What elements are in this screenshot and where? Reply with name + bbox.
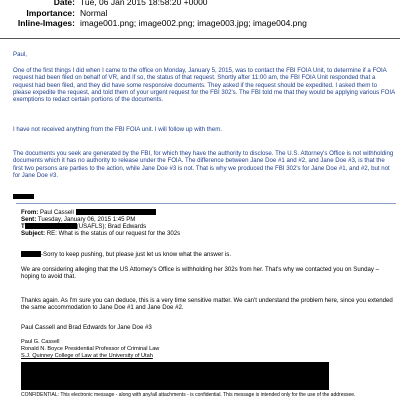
subject-label: Subject: (21, 230, 46, 237)
to-value: (USAFLS); Brad Edwards (76, 223, 147, 230)
sent-value: Tuesday, January 06, 2015 1:45 PM (37, 216, 136, 223)
from-value: Paul Cassell (39, 209, 74, 216)
redaction-block (21, 362, 329, 390)
redaction-block (21, 251, 41, 257)
confidentiality-footer: CONFIDENTIAL: This electronic message - along with any/all attachments - is confidential. This message is intended only for the use of the addressee. (21, 392, 356, 398)
subject-value: RE: What is the status of our request for the 302s (46, 230, 181, 237)
header-divider (0, 38, 400, 39)
date-value: Tue, 06 Jan 2015 18:58:20 +0000 (80, 0, 208, 7)
email-headers (0, 0, 400, 29)
importance-label: Importance: (26, 7, 75, 18)
reply-paragraph-1: One of the first things I did when I came to the office on Monday, January 5, 2015, was to contact the FBI FOIA Unit, to determine if a FOIA request had been filed on behalf of VR, and if so, the status of that request. Shortly after 11:00 am, the FBI FOIA Unit responded that a request had been filed, and they did have some responsive documents. They asked if the request should be expedited. I asked them to please expedite the request, and told them of your urgent request for the FBI 302's. The FBI told me that they would be applying various FOIA exemptions to redact certain portions of the documents. (13, 67, 395, 104)
reply-paragraph-3: The documents you seek are generated by the FBI, for which they have the authority to disclose. The U.S. Attorney's Office is not withholding documents which it has no authority to release under the FOIA. The difference between Jane Doe #1 and #2, and Jane Doe #3, is that the first two persons are parties to the action, while Jane Doe #3 is not. That is why we produced the FBI 302's for Jane Doe #1, and #2, but not for Jane Doe #3. (13, 150, 394, 180)
redaction-block (13, 194, 34, 199)
date-row (0, 0, 400, 8)
greeting: Paul, (13, 51, 27, 58)
message-paragraph-4: Paul Cassell and Brad Edwards for Jane Doe #3 (21, 324, 152, 331)
from-label: From: (21, 209, 39, 216)
importance-row (0, 8, 400, 19)
to-label: T (21, 223, 25, 230)
redaction-block (76, 209, 156, 215)
message-paragraph-3: Thanks again. As I'm sure you can deduce, this is a very time sensitive matter. We can't understand the problem here, since you extended the same accommodation to Jane Doe #1 and Jane Doe #2. (21, 297, 393, 312)
sent-label: Sent: (21, 216, 37, 223)
signature-name: Paul G. Cassell (21, 339, 60, 345)
signature-title: Ronald N. Boyce Presidential Professor of Criminal Law (21, 346, 160, 352)
inline-images-label: Inline-Images: (17, 18, 75, 28)
date-label: Date: (53, 0, 75, 7)
importance-value: Normal (80, 7, 108, 18)
signature-school: S.J. Quinney College of Law at the University of Utah (21, 353, 153, 359)
redaction-block (25, 223, 77, 229)
inline-images-row (0, 18, 400, 29)
inline-images-value: image001.png; image002.png; image003.jpg; image004.png (80, 18, 307, 28)
reply-paragraph-2: I have not received anything from the FBI FOIA unit. I will follow up with them. (13, 126, 222, 133)
message-paragraph-1: -Sorry to keep pushing, but please just let us know what the answer is. (21, 251, 396, 258)
message-paragraph-2: We are considering alleging that the US Attorney's Office is withholding her 302s from her. That's why we contacted you on Sunday – hoping to avoid that. (21, 266, 379, 281)
message-divider (16, 203, 396, 204)
subject-line (21, 230, 396, 237)
